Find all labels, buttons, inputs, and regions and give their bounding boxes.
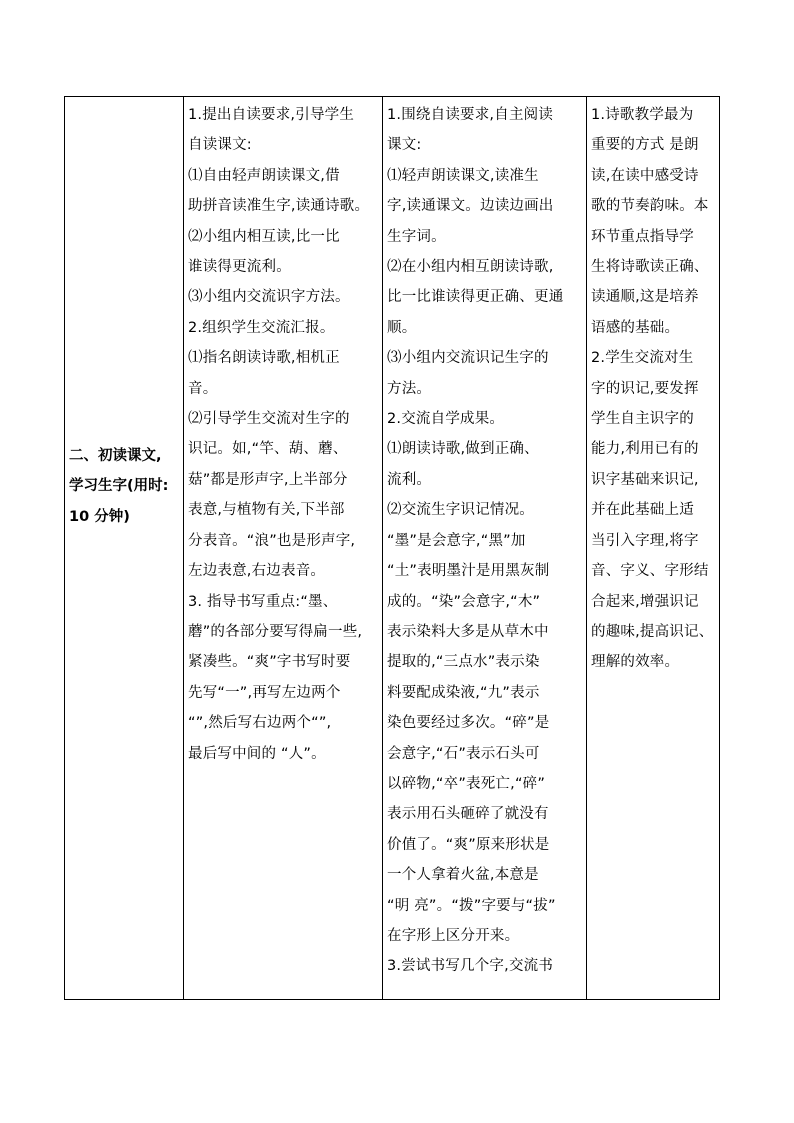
intent-line: 语感的基础。 [591, 319, 680, 336]
intent-line: 1.诗歌教学最为 [591, 107, 694, 123]
teacher-line: 左边表意,右边表音。 [188, 563, 326, 580]
student-line: 在字形上区分开来。 [387, 927, 520, 944]
student-line: “墨”是会意字,“黑”加 [387, 532, 526, 549]
intent-line: 歌的节奏韵味。本 [591, 198, 709, 215]
intent-line: 学生自主识字的 [591, 411, 694, 428]
teacher-line: “”,然后写右边两个“”, [188, 715, 332, 732]
teacher-line: ⑴自由轻声朗读课文,借 [188, 167, 340, 184]
student-line: 3.尝试书写几个字,交流书 [387, 958, 554, 975]
intent-line: 并在此基础上适 [591, 502, 694, 519]
intent-line: 字的识记,要发挥 [591, 380, 699, 397]
student-line: 料要配成染液,“九”表示 [387, 684, 540, 701]
student-line: 染色要经过多次。“碎”是 [387, 715, 550, 732]
intent-line: 2.学生交流对生 [591, 350, 694, 367]
teacher-line: 音。 [188, 380, 218, 397]
intent-line: 当引入字理,将字 [591, 532, 699, 549]
student-activities-text [383, 97, 586, 982]
student-line: ⑴朗读诗歌,做到正确、 [387, 441, 539, 458]
student-line: 表示染料大多是从草木中 [387, 623, 549, 640]
student-line: 以碎物,“卒”表死亡,“碎” [387, 775, 546, 792]
student-line: 字,读通课文。边读边画出 [387, 198, 554, 215]
teacher-line: 菇”都是形声字,上半部分 [188, 471, 348, 488]
teacher-line: 蘑”的各部分要写得扁一些, [188, 623, 363, 640]
teacher-line: 表意,与植物有关,下半部 [188, 502, 345, 519]
intent-line: 环节重点指导学 [591, 228, 694, 245]
intent-line: 生将诗歌读正确、 [591, 259, 709, 276]
teacher-activities-text [184, 97, 382, 769]
student-line: 提取的,“三点水”表示染 [387, 654, 540, 671]
student-line: 1.围绕自读要求,自主阅读 [387, 107, 554, 123]
student-line: 比一比谁读得更正确、更通 [387, 289, 564, 306]
student-line: “土”表明墨汁是用黑灰制 [387, 563, 550, 580]
intent-line: 音、字义、字形结 [591, 563, 709, 580]
intent-line: 识字基础来识记, [591, 471, 699, 488]
intent-line: 能力,利用已有的 [591, 441, 699, 458]
phase-title-line: 学习生字(用时: [69, 478, 169, 495]
intent-line: 合起来,增强识记 [591, 593, 699, 610]
intent-line: 的趣味,提高识记、 [591, 623, 714, 640]
intent-line: 理解的效率。 [591, 654, 680, 671]
teacher-line: 最后写中间的 “人”。 [188, 745, 326, 762]
student-line: 生字词。 [387, 228, 446, 245]
teacher-line: ⑶小组内交流识字方法。 [188, 289, 350, 306]
intent-line: 重要的方式 是朗 [591, 137, 699, 154]
student-line: 顺。 [387, 319, 417, 336]
teacher-line: 自读课文: [188, 137, 252, 154]
design-intent-text [587, 97, 719, 678]
student-line: 流利。 [387, 471, 432, 488]
teacher-line: 识记。如,“竿、葫、蘑、 [188, 441, 348, 458]
student-line: ⑵在小组内相互朗读诗歌, [387, 259, 554, 276]
teacher-line: 3. 指导书写重点:“墨、 [188, 593, 338, 610]
student-line: 价值了。“爽”原来形状是 [387, 836, 550, 853]
student-line: 方法。 [387, 380, 432, 397]
student-line: 成的。“染”会意字,“木” [387, 593, 541, 610]
teacher-line: 先写“一”,再写左边两个 [188, 684, 341, 701]
student-line: ⑴轻声朗读课文,读准生 [387, 167, 539, 184]
student-line: 课文: [387, 137, 422, 154]
phase-title [69, 441, 181, 532]
student-line: 表示用石头砸碎了就没有 [387, 806, 549, 823]
phase-column [65, 97, 184, 999]
student-line: ⑵交流生字识记情况。 [387, 502, 534, 519]
teacher-line: 2.组织学生交流汇报。 [188, 319, 335, 336]
teacher-line: 紧凑些。“爽”字书写时要 [188, 654, 351, 671]
phase-title-line: 10 分钟) [69, 508, 130, 525]
teacher-line: 1.提出自读要求,引导学生 [188, 107, 355, 123]
phase-title-line: 二、初读课文, [69, 448, 162, 464]
teacher-line: 助拼音读准生字,读通诗歌。 [188, 198, 370, 215]
intent-line: 读,在读中感受诗 [591, 167, 699, 184]
student-line: 一个人拿着火盆,本意是 [387, 867, 539, 884]
student-line: “明 亮”。“拨”字要与“拔” [387, 897, 556, 914]
student-line: 会意字,“石”表示石头可 [387, 745, 540, 762]
intent-line: 读通顺,这是培养 [591, 289, 699, 306]
teacher-line: 谁读得更流利。 [188, 259, 291, 276]
teacher-activities-column [184, 97, 383, 999]
lesson-plan-table [64, 96, 720, 1000]
student-activities-column [383, 97, 587, 999]
teacher-line: ⑵引导学生交流对生字的 [188, 411, 350, 428]
student-line: ⑶小组内交流识记生字的 [387, 350, 549, 367]
teacher-line: ⑵小组内相互读,比一比 [188, 228, 340, 245]
teacher-line: 分表音。“浪”也是形声字, [188, 532, 356, 549]
teacher-line: ⑴指名朗读诗歌,相机正 [188, 350, 340, 367]
design-intent-column [587, 97, 719, 999]
student-line: 2.交流自学成果。 [387, 411, 505, 428]
